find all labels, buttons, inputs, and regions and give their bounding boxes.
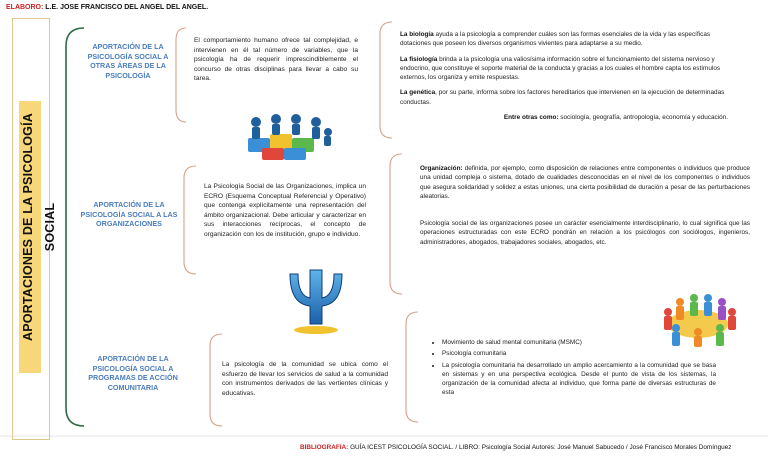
main-title: APORTACIONES DE LA PSICOLOGÍA SOCIAL: [21, 112, 57, 342]
detail-text: , por su parte, informa sobre los factores hereditarios que intervienen en la ejecución de determinadas conductas.: [400, 89, 725, 106]
detail-term: La genética: [400, 89, 436, 97]
people-puzzle-icon: [238, 112, 338, 162]
detail-text: sociología, geografía, antropología, economía y educación.: [558, 113, 728, 121]
detail-text: definida, por ejemplo, como disposición de relaciones entre componentes o individuos que produce una unidad compleja o sistema, dotado de cualidades desconocidas en el nivel de los componentes o individuos que asegura solidaridad y solidez a estas uniones, una cierta posibilidad de duración a pesar de las perturbaciones aleatorias.: [420, 165, 750, 200]
author-label: ELABORO:: [6, 4, 44, 11]
detail-item: [420, 219, 750, 247]
detail-item: [400, 88, 742, 107]
detail-term: Entre otras como:: [503, 113, 559, 121]
category-description-3: La psicología de la comunidad se ubica como el esfuerzo de llevar los servicios de salud a la comunidad con instrumentos derivados de las vertientes clínicas y educativas.: [222, 361, 388, 397]
detail-item: [420, 164, 750, 201]
bullet-item: • Movimiento de salud mental comunitaria (MSMC): [442, 338, 716, 347]
category-title-3: APORTACIÓN DE LA PSICOLOGÍA SOCIAL A PROGRAMAS DE ACCIÓN COMUNITARIA: [88, 354, 178, 393]
author-name: L.E. JOSE FRANCISCO DEL ANGEL DEL ANGEL.: [45, 4, 209, 11]
category-description-1: El comportamiento humano ofrece tal complejidad, e intervienen en él tal número de variables, que la psicología ha de requerir imprescindiblemente el concurso de otras disciplinas para llevar a cabo su tarea.: [194, 37, 358, 83]
category-details-1: [400, 30, 742, 122]
bullet-item: • La psicología comunitaria ha desarrollado un amplio acercamiento a la comunidad que se basa en sistemas y en una perspectiva ecológica. Desde el punto de vista de los sistemas, la organización de la comunidad afecta al individuo, que forma parte de diversas estructuras de esta: [442, 361, 716, 398]
category-description-2: La Psicología Social de las Organizaciones, implica un ECRO (Esquema Conceptual Referencial y Operativo) que contenga explícitamente una representación del ámbito organizacional. Debe articular y caracterizar en sus interacciones recíprocas, el concepto de organización con los de institución, grupo e individuo.: [204, 183, 366, 238]
category-title-2: APORTACIÓN DE LA PSICOLOGÍA SOCIAL A LAS ORGANIZACIONES: [80, 200, 178, 229]
detail-item: [400, 55, 742, 83]
detail-term: La biología: [400, 31, 434, 38]
detail-text: ayuda a la psicología a comprender cuáles son las formas esenciales de la vida y las específicas dotaciones que poseen los diversos organismos vivientes para adaptarse a su medio.: [400, 31, 711, 48]
detail-term: Organización:: [420, 165, 463, 172]
detail-item: [400, 30, 742, 49]
category-title-1: APORTACIÓN DE LA PSICOLOGÍA SOCIAL A OTRAS ÁREAS DE LA PSICOLOGÍA: [87, 42, 169, 81]
detail-item: [400, 113, 742, 122]
detail-text: brinda a la psicología una valiosísima información sobre el funcionamiento del sistema nervioso y endocrino, que constituye el soporte material de la conducta y gracias a los cuales el hombre capta los estímulos externos, los organiza y emite respuestas.: [400, 55, 721, 82]
detail-term: La fisiología: [400, 55, 438, 63]
psi-symbol-icon: [280, 264, 352, 336]
detail-text: Psicología social de las organizaciones posee un carácter esencialmente interdisciplinario, lo cual significa que las operaciones estructuradas con este ECRO pondrán en relación a los psicólogos con sociólogos, ingenieros, administradores, abogados, trabajadores sociales, abogados, etc.: [420, 220, 750, 246]
people-circle-icon: [652, 290, 744, 348]
bullet-item: • Psicología comunitaria: [442, 349, 716, 358]
bibliography-text: GUÍA ICEST PSICOLOGÍA SOCIAL. / LIBRO: Psicología Social Autores: José Manuel Sabucedo / José Francisco Morales Domínguez: [350, 444, 732, 451]
bibliography-label: BIBLIOGRAFIA:: [300, 444, 349, 451]
bibliography: [300, 444, 731, 451]
category-details-2: [420, 164, 750, 247]
